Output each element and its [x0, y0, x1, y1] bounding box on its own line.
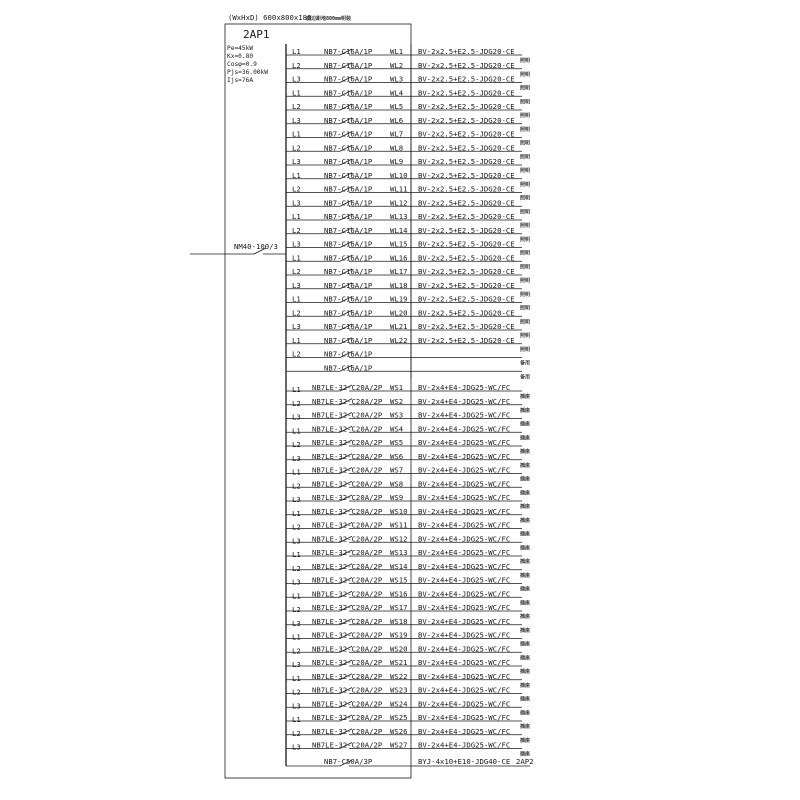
phase-label: L3 — [292, 239, 301, 249]
phase-label: L3 — [292, 198, 301, 208]
branch-breaker-label: NB7LE-32-C20A/2P — [312, 383, 383, 392]
branch-breaker-label: NB7LE-32-C20A/2P — [312, 465, 383, 475]
circuit-id: WL8 — [390, 143, 404, 153]
load-label: 插座 — [520, 407, 531, 414]
phase-label: L1 — [292, 294, 301, 304]
circuit-id: WS23 — [390, 685, 408, 695]
circuit-id: WS4 — [390, 424, 404, 434]
cable-spec: BV-2x4+E4-JDG25-WC/FC — [418, 534, 511, 544]
panel-dimensions: (WxHxD) 600x800x180 — [228, 13, 312, 22]
load-label: 照明 — [520, 346, 531, 353]
phase-label: L2 — [292, 184, 301, 194]
load-label: 照明 — [520, 58, 531, 64]
branch-breaker-label: NB7LE-32-C20A/2P — [312, 603, 383, 612]
branch-breaker-label: NB7LE-32-C20A/2P — [312, 396, 383, 406]
branch-breaker-label: NB7-C16A/1P — [324, 225, 373, 235]
branch-breaker-label: NB7LE-32-C20A/2P — [312, 575, 383, 585]
load-label: 插座 — [520, 586, 531, 593]
load-label: 插座 — [520, 600, 531, 607]
load-label: 照明 — [520, 291, 531, 298]
circuit-id: WL12 — [390, 198, 408, 208]
load-label: 插座 — [520, 572, 531, 579]
phase-label: L2 — [292, 563, 301, 573]
branch-breaker-label: NB7-C16A/1P — [324, 335, 373, 345]
circuit-id: WL21 — [390, 322, 408, 331]
circuit-id: WS15 — [390, 575, 408, 585]
phase-label: L3 — [292, 536, 301, 546]
cable-spec: BV-2x2.5+E2.5-JDG20-CE — [418, 198, 515, 208]
load-label: 插座 — [520, 517, 531, 524]
branch-breaker-label: NB7LE-32-C20A/2P — [312, 713, 383, 722]
load-label: 照明 — [520, 223, 531, 229]
cable-spec: BV-2x4+E4-JDG25-WC/FC — [418, 699, 511, 709]
param-cos: Cosφ=0.9 — [227, 61, 257, 68]
cable-spec: BV-2x4+E4-JDG25-WC/FC — [418, 630, 511, 640]
lighting-circuit-row — [286, 336, 530, 353]
phase-label: L1 — [292, 170, 301, 180]
branch-breaker-label: NB7LE-32-C20A/2P — [312, 520, 383, 530]
circuit-id: WL9 — [390, 157, 404, 166]
branch-breaker-label: NB7-C16A/1P — [324, 60, 373, 70]
circuit-id: WL11 — [390, 184, 408, 194]
phase-label: L2 — [292, 481, 301, 491]
branch-breaker-label: NB7LE-32-C20A/2P — [312, 451, 383, 461]
phase-label: L2 — [292, 728, 301, 738]
phase-label: L3 — [292, 495, 301, 504]
cable-spec: BV-2x2.5+E2.5-JDG20-CE — [418, 267, 515, 276]
branch-breaker-label: NB7LE-32-C20A/2P — [312, 644, 383, 654]
phase-label: L2 — [292, 225, 301, 235]
cable-spec: BV-2x2.5+E2.5-JDG20-CE — [418, 47, 515, 56]
circuit-id: WS3 — [390, 410, 404, 420]
spare-circuit-row — [286, 363, 530, 380]
circuit-id: WL14 — [390, 225, 408, 235]
load-label: 照明 — [520, 264, 531, 271]
param-kx: Kx=0.80 — [227, 53, 254, 60]
cable-spec: BV-2x4+E4-JDG25-WC/FC — [418, 671, 511, 681]
circuit-id: WS27 — [390, 740, 408, 750]
circuit-id: WL18 — [390, 280, 408, 290]
cable-spec: BV-2x4+E4-JDG25-WC/FC — [418, 424, 511, 434]
cable-spec: BV-2x4+E4-JDG25-WC/FC — [418, 396, 511, 406]
cable-spec: BV-2x4+E4-JDG25-WC/FC — [418, 383, 511, 392]
load-label: 插座 — [520, 545, 531, 552]
load-label: 照明 — [520, 85, 531, 92]
circuit-id: WL1 — [390, 47, 404, 56]
branch-breaker-label: NB7LE-32-C20A/2P — [312, 479, 383, 489]
circuit-id: WS13 — [390, 548, 408, 557]
circuit-id: WS10 — [390, 506, 408, 516]
cable-spec: BV-2x2.5+E2.5-JDG20-CE — [418, 170, 515, 180]
circuit-id: WL4 — [390, 88, 404, 98]
phase-label: L2 — [292, 398, 301, 408]
phase-label: L3 — [292, 74, 301, 84]
phase-label: L1 — [292, 47, 301, 56]
outgoing-feeder-row — [286, 757, 534, 766]
cable-spec: BV-2x4+E4-JDG25-WC/FC — [418, 726, 511, 736]
phase-label: L2 — [292, 440, 301, 449]
spare-circuit-row — [286, 350, 530, 367]
branch-breaker-label: NB7-C16A/1P — [324, 170, 373, 180]
cable-spec: BV-2x2.5+E2.5-JDG20-CE — [418, 239, 515, 249]
phase-label: L1 — [292, 426, 301, 436]
param-ijs: Ijs=76A — [227, 77, 254, 84]
phase-label: L1 — [292, 632, 301, 642]
circuit-id: WL5 — [390, 102, 404, 111]
cable-spec: BV-2x2.5+E2.5-JDG20-CE — [418, 280, 515, 290]
socket-circuit-row — [286, 741, 530, 758]
phase-label: L1 — [292, 467, 301, 477]
cable-spec: BV-2x4+E4-JDG25-WC/FC — [418, 520, 511, 530]
circuit-id: WL17 — [390, 267, 408, 276]
phase-label: L3 — [292, 742, 301, 752]
cable-spec: BV-2x4+E4-JDG25-WC/FC — [418, 506, 511, 516]
branch-breaker-label: NB7LE-32-C20A/2P — [312, 561, 383, 571]
cable-spec: BV-2x2.5+E2.5-JDG20-CE — [418, 225, 515, 235]
branch-breaker-label: NB7LE-32-C20A/2P — [312, 699, 383, 709]
load-label: 备用 — [520, 374, 531, 381]
load-label: 照明 — [520, 113, 531, 119]
load-label: 照明 — [520, 181, 531, 188]
circuit-id: WS11 — [390, 520, 408, 530]
cable-spec: BV-2x4+E4-JDG25-WC/FC — [418, 465, 511, 475]
branch-breaker-label: NB7LE-32-C20A/2P — [312, 685, 383, 695]
circuit-id: WL2 — [390, 60, 404, 70]
circuit-id: WS2 — [390, 396, 404, 406]
load-label: 照明 — [520, 126, 531, 133]
branch-breaker-label: NB7LE-32-C20A/2P — [312, 438, 383, 447]
phase-label: L1 — [292, 591, 301, 601]
branch-breaker-label: NB7LE-32-C20A/2P — [312, 740, 383, 750]
cable-spec: BV-2x2.5+E2.5-JDG20-CE — [418, 60, 515, 70]
circuit-rows — [286, 44, 534, 766]
circuit-id: WL19 — [390, 294, 408, 304]
circuit-id: WS20 — [390, 644, 408, 654]
phase-label: L3 — [292, 322, 301, 331]
incoming-breaker-label: NM40-100/3 — [234, 242, 278, 251]
phase-label: L2 — [292, 267, 301, 276]
branch-breaker-label: NB7LE-32-C20A/2P — [312, 671, 383, 681]
load-label: 照明 — [520, 319, 531, 326]
branch-breaker-label: NB7LE-32-C20A/2P — [312, 410, 383, 420]
branch-breaker-label: NB7-C16A/1P — [324, 280, 373, 290]
circuit-id: WS1 — [390, 383, 404, 392]
load-label: 照明 — [520, 195, 531, 202]
load-label: 插座 — [520, 394, 531, 400]
phase-label: L1 — [292, 253, 301, 263]
cable-spec: BV-2x4+E4-JDG25-WC/FC — [418, 451, 511, 461]
branch-breaker-label: NB7-C16A/1P — [324, 74, 373, 84]
phase-label: L3 — [292, 453, 301, 463]
cable-spec: BV-2x4+E4-JDG25-WC/FC — [418, 410, 511, 420]
cable-spec: BV-2x2.5+E2.5-JDG20-CE — [418, 115, 515, 125]
branch-breaker-label: NB7-C16A/1P — [324, 349, 373, 359]
branch-breaker-label: NB7LE-32-C20A/2P — [312, 630, 383, 640]
load-label: 照明 — [520, 305, 531, 312]
circuit-id: WL20 — [390, 308, 408, 318]
phase-label: L2 — [292, 102, 301, 111]
phase-label: L2 — [292, 143, 301, 153]
branch-breaker-label: NB7-C16A/1P — [324, 47, 373, 56]
branch-breaker-label: NB7LE-32-C20A/2P — [312, 658, 383, 667]
phase-label: L2 — [292, 308, 301, 318]
circuit-id: WS8 — [390, 479, 404, 489]
cable-spec: BV-2x4+E4-JDG25-WC/FC — [418, 548, 511, 557]
branch-breaker-label: NB7-C16A/1P — [324, 88, 373, 98]
branch-breaker-label: NB7LE-32-C20A/2P — [312, 534, 383, 544]
outgoing-breaker-label: NB7-C50A/3P — [324, 757, 373, 766]
circuit-id: WL16 — [390, 253, 408, 263]
load-label: 插座 — [520, 682, 531, 689]
circuit-id: WL10 — [390, 170, 408, 180]
load-label: 照明 — [520, 99, 531, 106]
branch-breaker-label: NB7LE-32-C20A/2P — [312, 493, 383, 502]
circuit-id: WL7 — [390, 129, 404, 139]
param-pjs: Pjs=36.00kW — [227, 69, 268, 76]
load-label: 插座 — [520, 490, 531, 497]
branch-breaker-label: NB7-C16A/1P — [324, 363, 373, 373]
branch-breaker-label: NB7-C16A/1P — [324, 184, 373, 194]
load-label: 照明 — [520, 71, 531, 78]
load-label: 插座 — [520, 724, 531, 730]
load-label: 插座 — [520, 751, 531, 758]
branch-breaker-label: NB7-C16A/1P — [324, 157, 373, 166]
branch-breaker-label: NB7-C16A/1P — [324, 102, 373, 111]
cable-spec: BV-2x2.5+E2.5-JDG20-CE — [418, 294, 515, 304]
load-label: 照明 — [520, 278, 531, 284]
load-label: 插座 — [520, 476, 531, 483]
phase-label: L2 — [292, 687, 301, 697]
load-label: 插座 — [520, 421, 531, 428]
cable-spec: BV-2x2.5+E2.5-JDG20-CE — [418, 308, 515, 318]
cable-spec: BV-2x2.5+E2.5-JDG20-CE — [418, 335, 515, 345]
circuit-id: WL13 — [390, 212, 408, 221]
phase-label: L2 — [292, 646, 301, 656]
load-label: 插座 — [520, 531, 531, 538]
branch-breaker-label: NB7-C16A/1P — [324, 308, 373, 318]
phase-label: L2 — [292, 349, 301, 359]
load-label: 照明 — [520, 333, 531, 339]
phase-label: L3 — [292, 157, 301, 166]
load-label: 照明 — [520, 140, 531, 147]
phase-label: L1 — [292, 715, 301, 724]
branch-breaker-label: NB7-C16A/1P — [324, 294, 373, 304]
load-label: 插座 — [520, 559, 531, 565]
load-label: 插座 — [520, 710, 531, 717]
branch-breaker-label: NB7LE-32-C20A/2P — [312, 424, 383, 434]
branch-breaker-label: NB7-C16A/1P — [324, 239, 373, 249]
mounting-note: 底边距地800mm明装 — [306, 16, 352, 22]
cable-spec: BV-2x2.5+E2.5-JDG20-CE — [418, 157, 515, 166]
cable-spec: BV-2x4+E4-JDG25-WC/FC — [418, 713, 511, 722]
circuit-id: WS5 — [390, 438, 404, 447]
circuit-id: WL6 — [390, 115, 404, 125]
load-label: 插座 — [520, 669, 531, 675]
circuit-id: WS25 — [390, 713, 408, 722]
load-label: 插座 — [520, 614, 531, 620]
circuit-id: WS14 — [390, 561, 408, 571]
branch-breaker-label: NB7LE-32-C20A/2P — [312, 589, 383, 599]
load-label: 插座 — [520, 737, 531, 744]
circuit-id: WS9 — [390, 493, 404, 502]
phase-label: L2 — [292, 60, 301, 70]
load-label: 照明 — [520, 154, 531, 161]
phase-label: L1 — [292, 335, 301, 345]
load-label: 插座 — [520, 435, 531, 442]
branch-breaker-label: NB7-C16A/1P — [324, 115, 373, 125]
cable-spec: BV-2x2.5+E2.5-JDG20-CE — [418, 129, 515, 139]
load-label: 插座 — [520, 504, 531, 510]
phase-label: L3 — [292, 618, 301, 628]
load-label: 照明 — [520, 209, 531, 216]
cable-spec: BV-2x4+E4-JDG25-WC/FC — [418, 493, 511, 502]
cable-spec: BV-2x4+E4-JDG25-WC/FC — [418, 603, 511, 612]
load-label: 照明 — [520, 236, 531, 243]
branch-breaker-label: NB7-C16A/1P — [324, 143, 373, 153]
cable-spec: BV-2x4+E4-JDG25-WC/FC — [418, 685, 511, 695]
branch-breaker-label: NB7LE-32-C20A/2P — [312, 548, 383, 557]
circuit-id: WS18 — [390, 616, 408, 626]
phase-label: L3 — [292, 412, 301, 422]
cable-spec: BV-2x4+E4-JDG25-WC/FC — [418, 740, 511, 750]
branch-breaker-label: NB7-C16A/1P — [324, 198, 373, 208]
branch-breaker-label: NB7LE-32-C20A/2P — [312, 616, 383, 626]
cable-spec: BV-2x2.5+E2.5-JDG20-CE — [418, 253, 515, 263]
circuit-id: WL3 — [390, 74, 404, 84]
outgoing-target-label: 2AP2 — [516, 757, 534, 766]
cable-spec: BV-2x4+E4-JDG25-WC/FC — [418, 479, 511, 489]
phase-label: L1 — [292, 385, 301, 394]
phase-label: L3 — [292, 577, 301, 587]
load-label: 备用 — [520, 360, 531, 367]
branch-breaker-label: NB7-C16A/1P — [324, 129, 373, 139]
phase-label: L3 — [292, 701, 301, 711]
load-label: 插座 — [520, 641, 531, 648]
cable-spec: BV-2x4+E4-JDG25-WC/FC — [418, 561, 511, 571]
cable-spec: BV-2x2.5+E2.5-JDG20-CE — [418, 322, 515, 331]
phase-label: L1 — [292, 88, 301, 98]
phase-label: L3 — [292, 280, 301, 290]
circuit-id: WL15 — [390, 239, 408, 249]
branch-breaker-label: NB7LE-32-C20A/2P — [312, 726, 383, 736]
circuit-id: WS6 — [390, 451, 404, 461]
cable-spec: BV-2x2.5+E2.5-JDG20-CE — [418, 102, 515, 111]
phase-label: L3 — [292, 660, 301, 669]
load-label: 照明 — [520, 168, 531, 174]
cable-spec: BV-2x4+E4-JDG25-WC/FC — [418, 438, 511, 447]
circuit-id: WS21 — [390, 658, 408, 667]
phase-label: L1 — [292, 673, 301, 683]
param-pe: Pe=45kW — [227, 45, 254, 52]
load-label: 插座 — [520, 462, 531, 469]
phase-label: L2 — [292, 522, 301, 532]
phase-label: L1 — [292, 212, 301, 221]
cable-spec: BV-2x2.5+E2.5-JDG20-CE — [418, 212, 515, 221]
circuit-id: WS17 — [390, 603, 408, 612]
circuit-id: WL22 — [390, 335, 408, 345]
circuit-id: WS19 — [390, 630, 408, 640]
load-label: 照明 — [520, 250, 531, 257]
cable-spec: BV-2x2.5+E2.5-JDG20-CE — [418, 74, 515, 84]
cable-spec: BV-2x2.5+E2.5-JDG20-CE — [418, 184, 515, 194]
load-label: 插座 — [520, 627, 531, 634]
cable-spec: BV-2x4+E4-JDG25-WC/FC — [418, 589, 511, 599]
circuit-id: WS24 — [390, 699, 408, 709]
load-label: 插座 — [520, 696, 531, 703]
branch-breaker-label: NB7-C16A/1P — [324, 322, 373, 331]
cable-spec: BV-2x4+E4-JDG25-WC/FC — [418, 616, 511, 626]
branch-breaker-label: NB7LE-32-C20A/2P — [312, 506, 383, 516]
phase-label: L1 — [292, 550, 301, 559]
circuit-id: WS22 — [390, 671, 408, 681]
phase-label: L1 — [292, 129, 301, 139]
circuit-id: WS12 — [390, 534, 408, 544]
branch-breaker-label: NB7-C16A/1P — [324, 212, 373, 221]
panel-name: 2AP1 — [243, 28, 270, 41]
cable-spec: BV-2x4+E4-JDG25-WC/FC — [418, 658, 511, 667]
outgoing-cable-spec: BYJ-4x10+E10-JDG40-CE — [418, 757, 511, 766]
load-label: 插座 — [520, 655, 531, 662]
phase-label: L1 — [292, 508, 301, 518]
circuit-id: WS26 — [390, 726, 408, 736]
cable-spec: BV-2x4+E4-JDG25-WC/FC — [418, 575, 511, 585]
cable-spec: BV-2x4+E4-JDG25-WC/FC — [418, 644, 511, 654]
cable-spec: BV-2x2.5+E2.5-JDG20-CE — [418, 143, 515, 153]
branch-breaker-label: NB7-C16A/1P — [324, 253, 373, 263]
phase-label: L3 — [292, 115, 301, 125]
cable-spec: BV-2x2.5+E2.5-JDG20-CE — [418, 88, 515, 98]
phase-label: L2 — [292, 605, 301, 614]
circuit-id: WS16 — [390, 589, 408, 599]
load-label: 插座 — [520, 449, 531, 455]
circuit-id: WS7 — [390, 465, 404, 475]
branch-breaker-label: NB7-C16A/1P — [324, 267, 373, 276]
